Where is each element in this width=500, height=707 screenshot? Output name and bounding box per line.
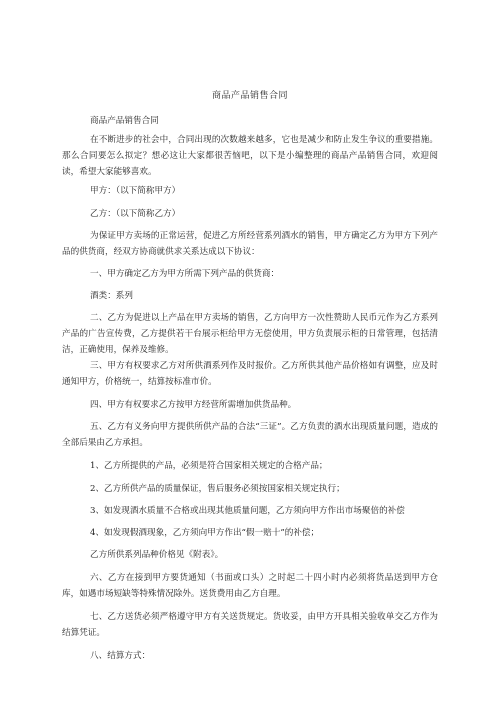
paragraph-clause-1: 一、甲方确定乙方为甲方所需下列产品的供货商： [90, 269, 280, 279]
paragraph-wine-types: 酒类：系列 [90, 291, 133, 301]
paragraph-clause-8: 八、结算方式： [90, 651, 151, 661]
paragraph-clause-3: 三、甲方有权要求乙方对所供酒系列作及时报价。乙方所供其他产品价格如有调整，应及时通知甲方，价格统一，结算按标准市价。 [62, 361, 438, 387]
paragraph-purpose: 为保证甲方卖场的正常运营，促进乙方所经营系列酒水的销售，甲方确定乙方为甲方下列产品的供货商，经双方协商就供求关系达成以下协议： [62, 231, 438, 257]
paragraph-clause-7: 七、乙方送货必须严格遵守甲方有关送货规定。货收妥，由甲方开具相关验收单交乙方作为结算凭证。 [62, 612, 438, 638]
paragraph-party-a: 甲方：（以下简称甲方） [90, 186, 181, 196]
paragraph-intro: 在不断进步的社会中，合同出现的次数越来越多，它也是减少和防止发生争议的重要措施。那么合同要怎么拟定？想必这让大家都很苦恼吧，以下是小编整理的商品产品销售合同，欢迎阅读，希望大家能够喜欢。 [62, 135, 438, 177]
paragraph-clause-5: 五、乙方有义务向甲方提供所供产品的合法“三证”。乙方负责的酒水出现质量问题，造成的全部后果由乙方承担。 [62, 422, 438, 448]
paragraph-item-2: 2、乙方所供产品的质量保证，售后服务必须按国家相关规定执行； [90, 484, 345, 494]
paragraph-clause-2: 二、乙方为促进以上产品在甲方卖场的销售，乙方向甲方一次性赞助人民币元作为乙方系列产品的广告宣传费，乙方提供若干台展示柜给甲方无偿使用，甲方负责展示柜的日常管理，包括清洁，正确使用，保养及维修。 [62, 313, 438, 355]
paragraph-item-1: 1、乙方所提供的产品，必须是符合国家相关规定的合格产品； [90, 461, 328, 471]
paragraph-clause-4: 四、甲方有权要求乙方按甲方经营所需增加供货品种。 [90, 400, 297, 410]
document-title: 商品产品销售合同 [211, 91, 288, 101]
paragraph-party-b: 乙方：（以下简称乙方） [90, 209, 181, 219]
paragraph-item-4: 4、如发现假酒现象，乙方须向甲方作出“假一赔十”的补偿； [90, 528, 320, 538]
paragraph-subtitle: 商品产品销售合同 [90, 116, 159, 126]
paragraph-clause-6: 六、乙方在接到甲方要货通知（书面或口头）之时起二十四小时内必须将货品送到甲方仓库，如遇市场短缺等特殊情况除外。送货费用由乙方自理。 [62, 573, 438, 599]
paragraph-price-list: 乙方所供系列品种价格见《附表》。 [90, 550, 224, 560]
paragraph-item-3: 3、如发现酒水质量不合格或出现其他质量问题，乙方须向甲方作出市场聚倍的补偿 [90, 506, 405, 516]
